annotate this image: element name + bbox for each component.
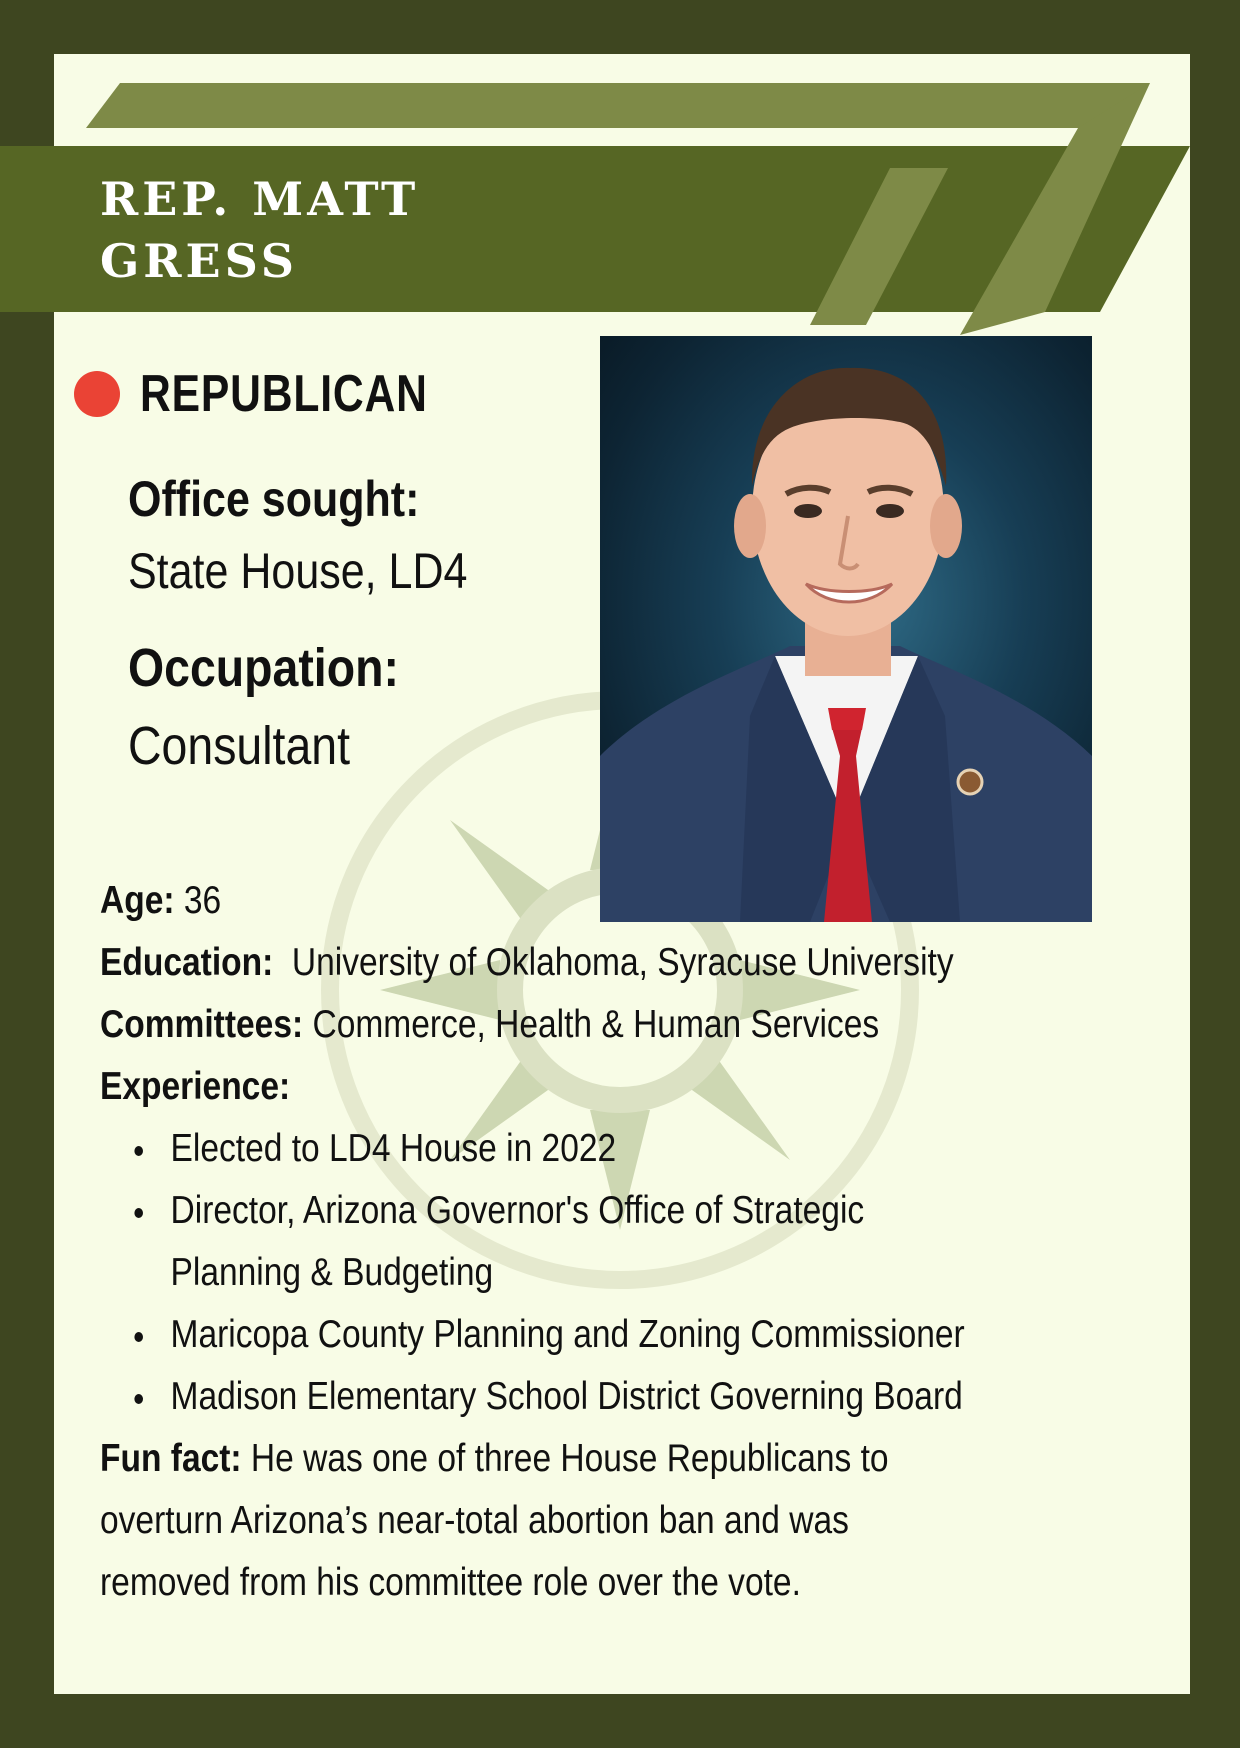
party-affiliation <box>74 364 491 424</box>
age-row <box>100 870 994 932</box>
committees-label: Committees: <box>100 1003 304 1046</box>
occupation-label: Occupation: <box>128 638 399 698</box>
fun-fact <box>100 1428 986 1614</box>
experience-label: Experience: <box>100 1065 291 1108</box>
list-item: Director, Arizona Governor's Office of Strategic Planning & Budgeting <box>171 1180 945 1304</box>
office-value: State House, LD4 <box>128 543 468 599</box>
portrait-illustration <box>600 336 1092 922</box>
candidate-name: REP. MATT GRESS <box>100 172 420 288</box>
banner-stripe-top <box>86 83 1150 128</box>
occupation-value: Consultant <box>128 716 351 776</box>
fun-fact-label: Fun fact: <box>100 1437 242 1480</box>
party-label: REPUBLICAN <box>140 365 428 423</box>
education-value: University of Oklahoma, Syracuse University <box>291 941 954 984</box>
party-dot-icon <box>74 371 120 417</box>
experience-row <box>100 1056 994 1118</box>
committees-row <box>100 994 994 1056</box>
committees-value: Commerce, Health & Human Services <box>312 1003 880 1046</box>
list-item: Elected to LD4 House in 2022 <box>171 1118 995 1180</box>
fun-fact-value: He was one of three House Republicans to overturn Arizona’s near-total abortion ban and was removed from his committee role over the vote. <box>100 1437 889 1604</box>
age-label: Age: <box>100 879 175 922</box>
candidate-photo <box>600 336 1092 922</box>
experience-list <box>100 1118 994 1428</box>
office-label: Office sought: <box>128 471 420 527</box>
list-item: Maricopa County Planning and Zoning Commissioner <box>171 1304 995 1366</box>
education-row <box>100 932 994 994</box>
age-value: 36 <box>183 879 222 922</box>
list-item: Madison Elementary School District Governing Board <box>171 1366 995 1428</box>
education-label: Education: <box>100 941 274 984</box>
candidate-details <box>100 870 994 1614</box>
